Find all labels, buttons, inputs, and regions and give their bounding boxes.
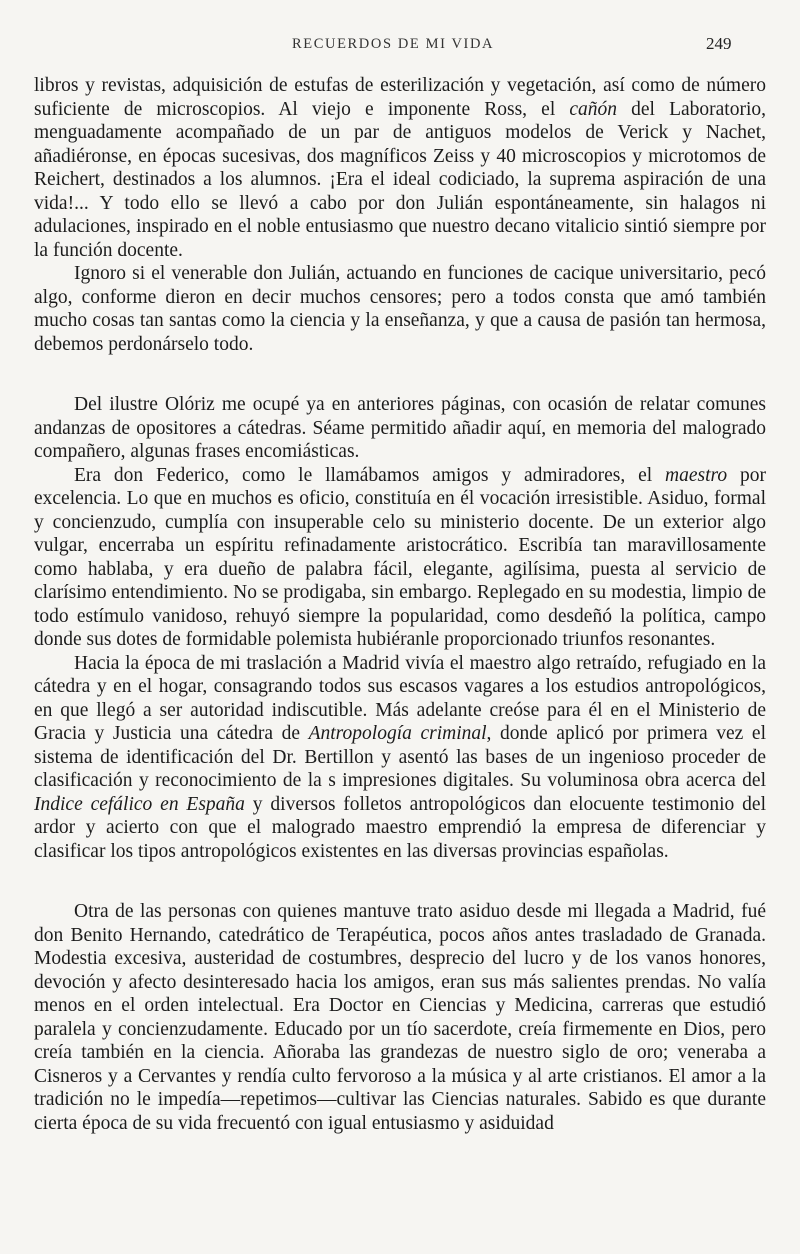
paragraph-1 — [34, 74, 766, 262]
text-segment: Hacia la época de mi traslación a Madrid vivía el maestro algo retraído, refugiado en la cátedra y en el hogar, consagrando todos sus escasos vagares a los estudios antropológicos, en que llegó a ser autoridad indiscutible. Más adelante creóse para él en el Ministerio de Gracia y Justicia una cátedra de — [34, 652, 766, 744]
text-segment: , donde aplicó por primera vez el sistema de identificación del Dr. Bertillon y asentó las bases de un ingenioso proceder de clasificación y reconocimiento de la s impresiones digitales. Su voluminosa obra acerca del — [34, 723, 766, 791]
body-text — [34, 74, 766, 1135]
paragraph-5 — [34, 652, 766, 864]
paragraph-2 — [34, 262, 766, 356]
italic-text: Indice cefálico en España — [34, 793, 245, 815]
paragraph-6 — [34, 900, 766, 1135]
text-segment: del Laboratorio, menguadamente acompañado de un par de antiguos modelos de Verick y Nachet, añadiéronse, en épocas sucesivas, dos magníficos Zeiss y 40 microscopios y microtomos de Reichert, destinados a los alumnos. ¡Era el ideal codiciado, la suprema aspiración de una vida!... Y todo ello se llevó a cabo por don Julián espontáneamente, sin halagos ni adulaciones, inspirado en el noble entusiasmo que nuestro decano vitalicio sintió siempre por la función docente. — [34, 98, 766, 261]
italic-text: Antropología criminal — [308, 723, 487, 744]
text-segment: libros y revistas, adquisición de estufas de esterilización y vegetación, así como de número suficiente de microscopios. Al viejo e imponente Ross, el — [34, 75, 766, 120]
page-number: 249 — [706, 34, 732, 53]
text-segment: Otra de las personas con quienes mantuve trato asiduo desde mi llegada a Madrid, fué don Benito Hernando, catedrático de Terapéutica, pocos años antes trasladado de Granada. Modestia excesiva, austeridad de costumbres, desprecio del lucro y de los vanos honores, devoción y afecto desinteresado hacia los amigos, eran sus más salientes prendas. No valía menos en el orden intelectual. Era Doctor en Ciencias y Medicina, carreras que estudió paralela y concienzudamente. Educado por un tío sacerdote, creía firmemente en Dios, pero creía también en la ciencia. Añoraba las grandezas de nuestro siglo de oro; veneraba a Cisneros y a Cervantes y rendía culto fervoroso a la música y al arte cristianos. El amor a la tradición no le impedía—repetimos—cultivar las Ciencias naturales. Sabido es que durante cierta época de su vida frecuentó con igual entusiasmo y asiduidad — [34, 901, 766, 1134]
paragraph-4 — [34, 464, 766, 652]
page-header — [0, 34, 800, 58]
text-segment: Del ilustre Olóriz me ocupé ya en anteriores páginas, con ocasión de relatar comunes andanzas de opositores a cátedras. Séame permitido añadir aquí, en memoria del malogrado compañero, algunas frases encomiásticas. — [34, 394, 766, 462]
italic-text: maestro — [665, 464, 728, 486]
paragraph-3 — [34, 393, 766, 464]
text-segment: Era don Federico, como le llamábamos amigos y admiradores, el — [74, 464, 666, 486]
text-segment: Ignoro si el venerable don Julián, actuando en funciones de cacique universitario, pecó algo, conforme dieron en decir muchos censores; pero a todos consta que amó también mucho cosas tan santas como la ciencia y la enseñanza, y que a causa de pasión tan hermosa, debemos perdonárselo todo. — [34, 263, 766, 355]
italic-text: cañón — [569, 98, 618, 120]
running-head: RECUERDOS DE MI VIDA — [292, 36, 495, 52]
text-segment: y diversos folletos antropológicos dan elocuente testimonio del ardor y acierto con que el malogrado maestro emprendió la empresa de diferenciar y clasificar los tipos antropológicos existentes en las diversas provincias españolas. — [34, 793, 766, 862]
text-segment: por excelencia. Lo que en muchos es oficio, constituía en él vocación irresistible. Asiduo, formal y concienzudo, cumplía con insuperable celo su ministerio docente. De un exterior algo vulgar, encerraba un espíritu refinadamente aristocrático. Escribía tan maravillosamente como hablaba, y era dueño de palabra fácil, elegante, agilísima, puesta al servicio de clarísimo entendimiento. No se prodigaba, sin embargo. Replegado en su modestia, limpio de todo estímulo vanidoso, rehuyó siempre la popularidad, como desdeñó la política, campo donde sus dotes de formidable polemista hubiéranle proporcionado triunfos resonantes. — [34, 464, 766, 650]
